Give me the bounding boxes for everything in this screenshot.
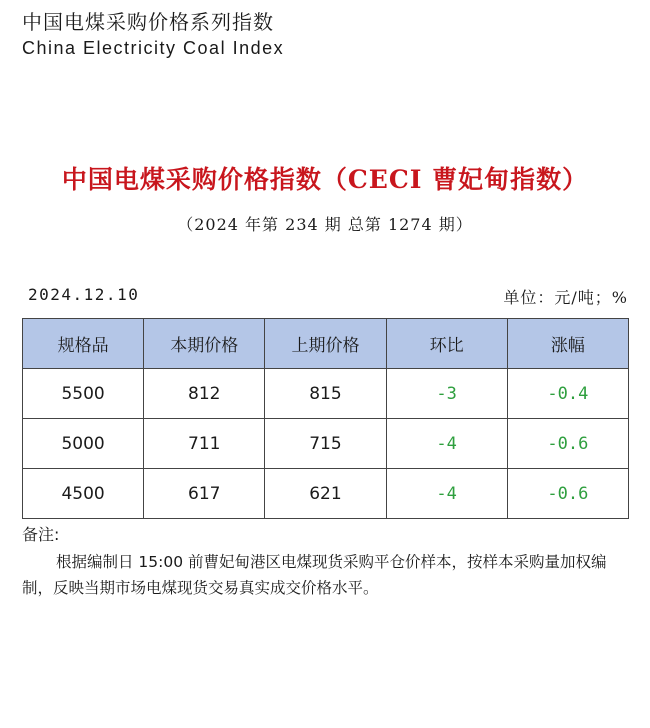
- cell-change-pct: -0.6: [507, 419, 628, 469]
- report-date: 2024.12.10: [28, 285, 140, 304]
- cell-change: -3: [386, 369, 507, 419]
- report-title: 中国电煤采购价格指数（CECI 曹妃甸指数）: [61, 165, 589, 194]
- header-current-price: 本期价格: [144, 319, 265, 369]
- header-change: 环比: [386, 319, 507, 369]
- cell-change: -4: [386, 469, 507, 519]
- notes-label: 备注:: [22, 525, 60, 544]
- table-row: [23, 419, 629, 469]
- price-index-table: [22, 318, 629, 519]
- cell-change-pct: -0.4: [507, 369, 628, 419]
- cell-current-price: 812: [144, 369, 265, 419]
- issue-number: （2024 年第 234 期 总第 1274 期）: [177, 215, 473, 234]
- cell-change-pct: -0.6: [507, 469, 628, 519]
- cell-current-price: 617: [144, 469, 265, 519]
- unit-label: 单位：元/吨；%: [503, 288, 628, 307]
- table-row: [23, 469, 629, 519]
- cell-spec: 5500: [23, 369, 144, 419]
- series-title-en: China Electricity Coal Index: [22, 38, 285, 58]
- cell-change: -4: [386, 419, 507, 469]
- table-header-row: [23, 319, 629, 369]
- series-title-cn: 中国电煤采购价格系列指数: [22, 10, 274, 34]
- header-spec: 规格品: [23, 319, 144, 369]
- cell-spec: 5000: [23, 419, 144, 469]
- header-previous-price: 上期价格: [265, 319, 386, 369]
- cell-previous-price: 715: [265, 419, 386, 469]
- notes-text: 根据编制日 15:00 前曹妃甸港区电煤现货采购平仓价样本，按样本采购量加权编制，反映当期市场电煤现货交易真实成交价格水平。: [22, 553, 607, 597]
- header-change-pct: 涨幅: [507, 319, 628, 369]
- cell-current-price: 711: [144, 419, 265, 469]
- table-row: [23, 369, 629, 419]
- cell-previous-price: 815: [265, 369, 386, 419]
- cell-previous-price: 621: [265, 469, 386, 519]
- cell-spec: 4500: [23, 469, 144, 519]
